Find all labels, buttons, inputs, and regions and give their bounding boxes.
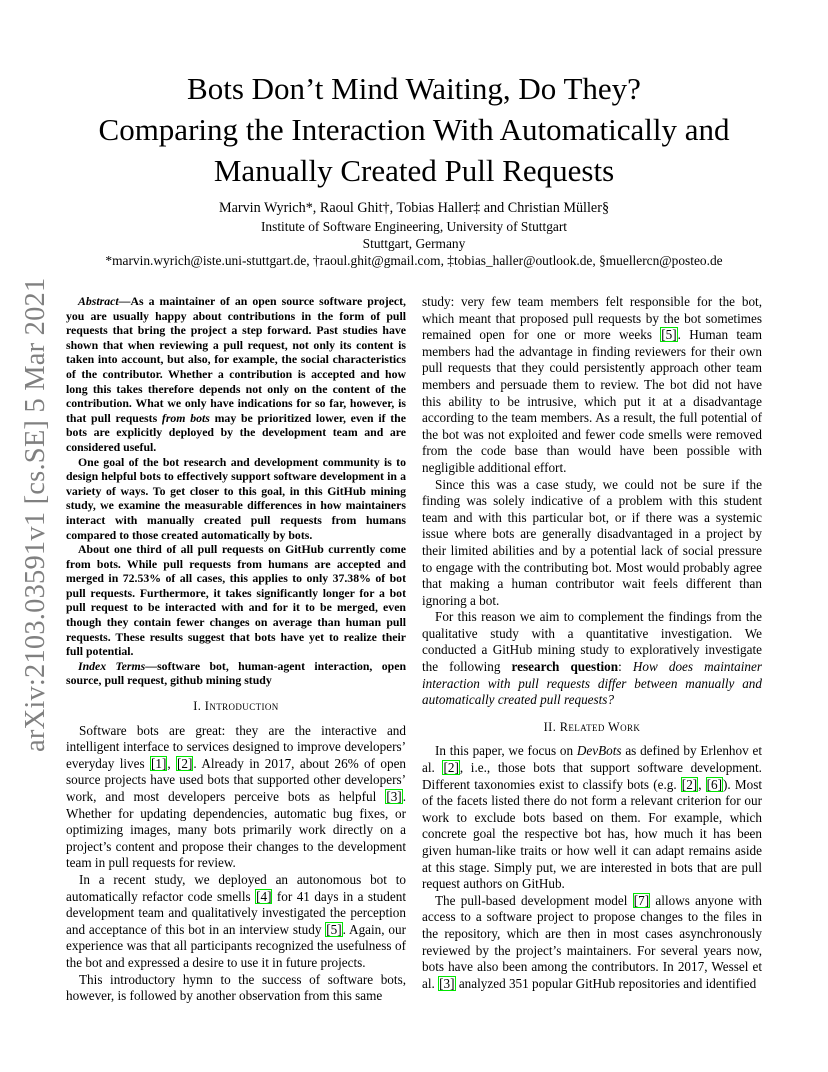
title-line-2: Comparing the Interaction With Automatically and [98,112,730,147]
intro-paragraph-2: In a recent study, we deployed an autonomous bot to automatically refactor code smells [4] for 41 days in a student development team and qualitatively investigated the perception and acceptance of this bot in an interview study [5]. Again, our experience was that all participants recognized the usefulness of the bot and expressed a desire to use it in future projects. [66,871,406,970]
citation-link[interactable]: [6] [706,776,723,792]
section-heading-introduction: I. Introduction [193,699,279,714]
citation-link[interactable]: [1] [150,755,167,771]
abstract-paragraph-2: One goal of the bot research and development community is to design helpful bots to effectively support software development in a variety of ways. To get closer to this goal, in this GitHub mining study, we examine the measurable differences in how maintainers interact with manually created pull requests from humans compared to those created automatically by bots. [66,454,406,542]
abstract-paragraph-3: About one third of all pull requests on GitHub currently come from bots. While pull requests from humans are accepted and merged in 72.53% of all cases, this applies to only 37.38% of bot pull requests. Furthermore, it takes significantly longer for a bot pull request to be interacted with and for it to be merged, even though they contain fewer changes on average than human pull requests. These results suggest that bots have yet to realize their full potential. [66,542,406,659]
author-affiliation: Institute of Software Engineering, University of Stuttgart [260,219,568,234]
citation-link[interactable]: [2] [681,776,698,792]
abstract [66,294,406,688]
arxiv-watermark: arXiv:2103.03591v1 [cs.SE] 5 Mar 2021 [20,277,51,752]
author-block [60,200,768,269]
author-location: Stuttgart, Germany [362,236,466,251]
section-heading-related-work: II. Related Work [543,719,641,734]
citation-link[interactable]: [5] [326,921,342,937]
citation-link[interactable]: [2] [177,755,193,771]
related-paragraph-2: The pull-based development model [7] allows anyone with access to a software project to propose changes to the files in the repository, which are then in most cases asynchronously reviewed by the project’s maintainers. For several years now, bots have also been among the contributors. In 2017, Wessel et al. [3] analyzed 351 popular GitHub repositories and identified [422,892,762,991]
citation-link[interactable]: [7] [633,892,650,908]
right-paragraph-3: For this reason we aim to complement the findings from the qualitative study with a quantitative investigation. We conducted a GitHub mining study to exploratively investigate the following research question: How does maintainer interaction with pull requests differ between manually and automatically created pull requests? [422,609,762,708]
related-paragraph-1: In this paper, we focus on DevBots as defined by Erlenhov et al. [2], i.e., those bots that support software development. Different taxonomies exist to classify bots (e.g. [2], [6]). Most of the facets listed there do not form a relevant criterion for our work to exclude bots based on them. For example, which concrete goal the respective bot has, how much it has been given human-like traits or how well it can adapt remains aside at this stage. Simply put, we are interested in bots that are pull request authors on GitHub. [422,743,762,892]
citation-link[interactable]: [5] [661,327,677,343]
right-paragraph-2: Since this was a case study, we could not be sure if the finding was solely indicative of a problem with this student team and with this particular bot, or if there was a systemic issue where bots are generally disadvantaged in a project by their limited abilities and by a potential lack of social pressure to engage with the contributing bot. Most would probably agree that making a human contributor wait feels different than ignoring a bot. [422,476,762,608]
index-terms: Index Terms—software bot, human-agent interaction, open source, pull request, github mining study [66,658,407,688]
intro-paragraph-1: Software bots are great: they are the interactive and intelligent interface to services designed to improve developers’ everyday lives [1], [2]. Already in 2017, about 26% of open source projects have used bots that supported other developers’ work, and most developers perceive bots as helpful [3]. Whether for updating dependencies, automatic bug fixes, or optimizing images, many bots primarily work directly on a project’s content and propose their changes to the development team in pull requests for review. [66,722,407,871]
research-question: How does maintainer interaction with pull requests differ between manually and automatically created pull requests? [422,659,762,708]
citation-link[interactable]: [2] [443,760,459,776]
citation-link[interactable]: [3] [386,789,402,804]
citation-link[interactable]: [4] [256,888,272,904]
right-column [422,294,762,992]
citation-link[interactable]: [3] [439,975,455,991]
author-emails: *marvin.wyrich@iste.uni-stuttgart.de, †raoul.ghit@gmail.com, ‡tobias_haller@outlook.de, §muellercn@posteo.de [105,253,723,268]
intro-paragraph-3: This introductory hymn to the success of software bots, however, is followed by another observation from this same [66,971,406,1004]
title-line-1: Bots Don’t Mind Waiting, Do They? [187,71,641,106]
right-paragraph-1: study: very few team members felt responsible for the bot, which meant that proposed pull requests by the bot sometimes remained open for one or more weeks [5]. Human team members had the advantage in finding reviewers for their own pull requests that they could persistently approach other team members and persuade them to review. The bot did not have this ability to be intrusive, which put it at a disadvantage according to the team members. As a result, the full potential of the bot was not exploited and fewer code smells were removed from the code base than would have been possible with negligible additional effort. [422,294,763,475]
title-line-3: Manually Created Pull Requests [213,153,615,188]
author-names: Marvin Wyrich*, Raoul Ghit†, Tobias Haller‡ and Christian Müller§ [218,200,610,216]
paper-title [60,68,768,191]
left-column [66,294,406,1005]
abstract-label: Abstract [78,294,119,308]
abstract-paragraph-1: Abstract—As a maintainer of an open source software project, you are usually happy about contributions in the form of pull requests that bring the project a step forward. Past studies have shown that when reviewing a pull request, not only its content is taken into account, but also, for example, the social characteristics of the contributor. Whether a contribution is accepted and how long this takes therefore depends not only on the content of the contribution. What we only have indications for so far, however, is that pull requests from bots may be prioritized lower, even if the bots are explicitly deployed by the development team and are considered useful. [66,294,406,454]
